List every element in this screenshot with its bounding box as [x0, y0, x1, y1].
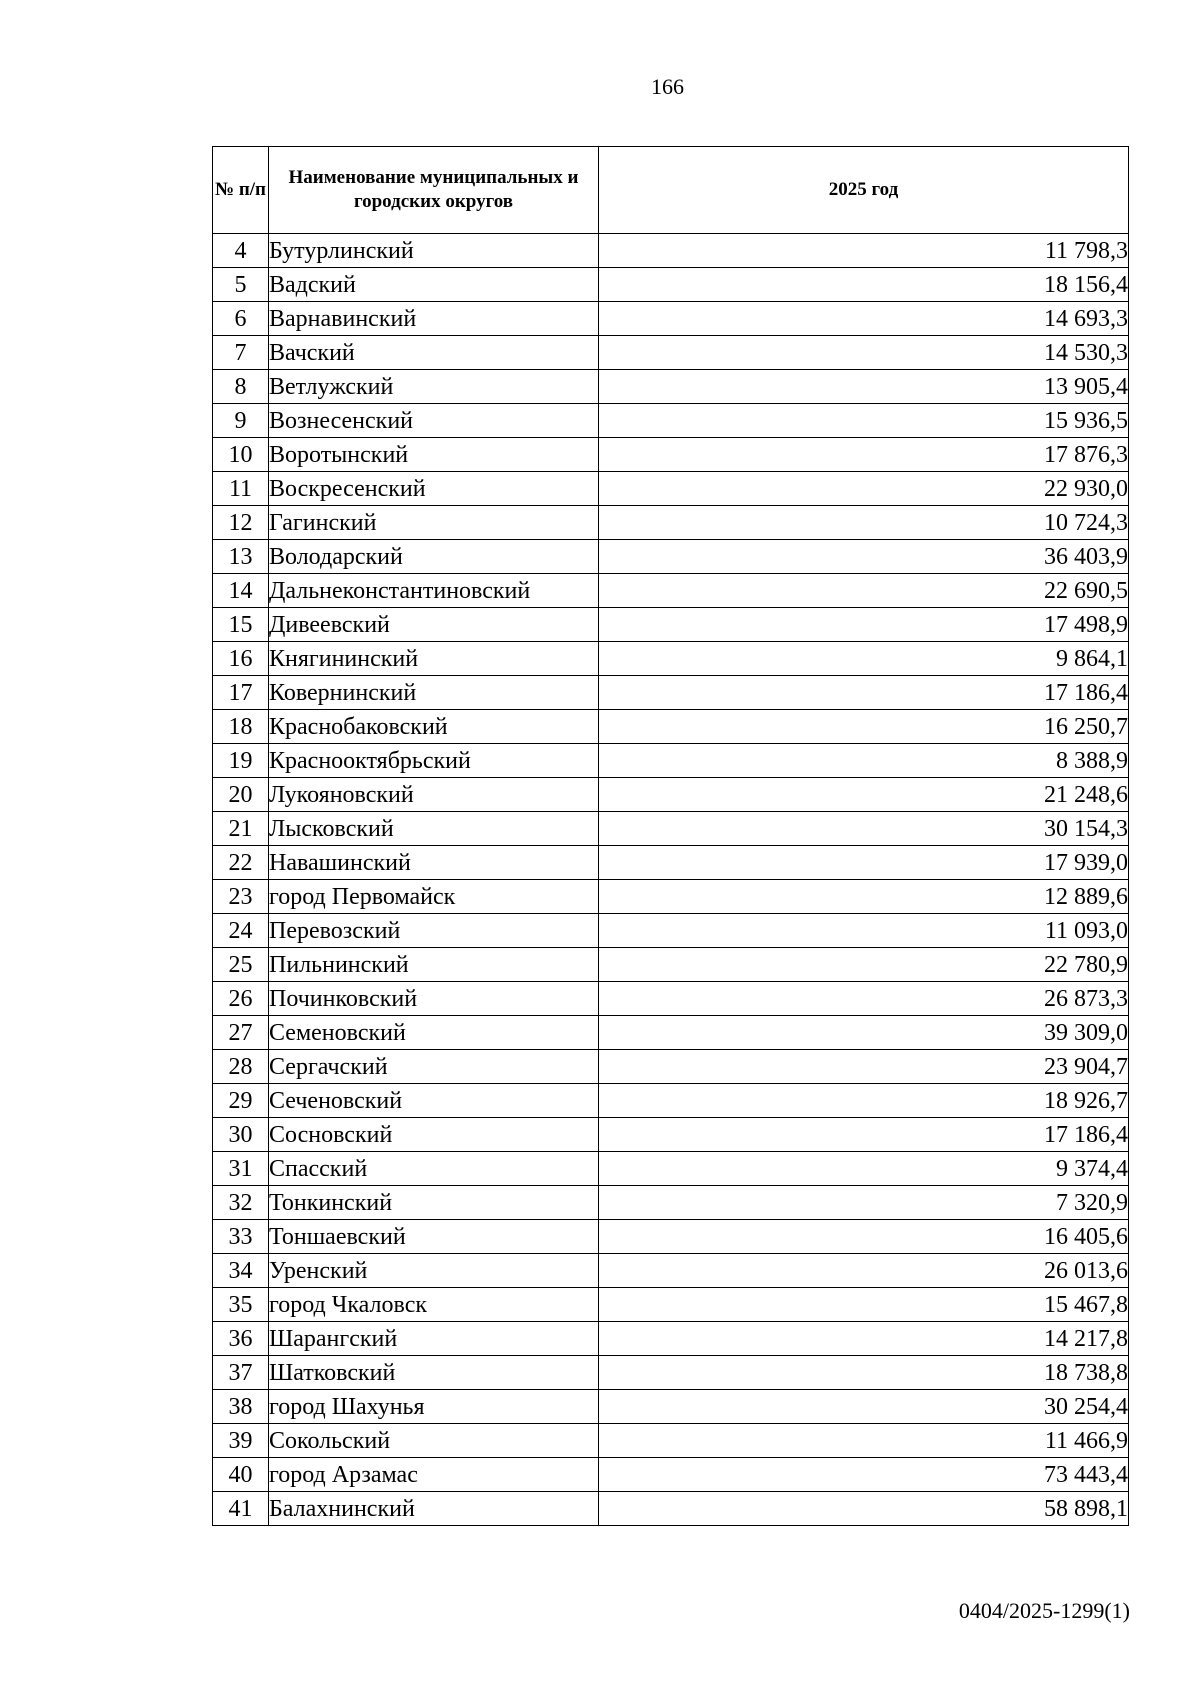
- row-name-cell: Лысковский: [269, 812, 599, 846]
- row-value-cell: 11 798,3: [599, 234, 1129, 268]
- row-value-cell: 11 466,9: [599, 1424, 1129, 1458]
- table-row: [213, 1458, 1129, 1492]
- row-value-cell: 13 905,4: [599, 370, 1129, 404]
- page-number: 166: [651, 74, 684, 99]
- row-value-cell: 73 443,4: [599, 1458, 1129, 1492]
- row-value-cell: 26 873,3: [599, 982, 1129, 1016]
- row-name-cell: город Арзамас: [269, 1458, 599, 1492]
- row-value-cell: 16 250,7: [599, 710, 1129, 744]
- row-number-cell: 22: [213, 846, 269, 880]
- table-row: [213, 1492, 1129, 1526]
- row-value-cell: 30 254,4: [599, 1390, 1129, 1424]
- table-row: [213, 676, 1129, 710]
- table-row: [213, 234, 1129, 268]
- row-value-cell: 15 467,8: [599, 1288, 1129, 1322]
- row-name-cell: Дальнеконстантиновский: [269, 574, 599, 608]
- row-value-cell: 30 154,3: [599, 812, 1129, 846]
- table-row: [213, 336, 1129, 370]
- row-name-cell: Княгининский: [269, 642, 599, 676]
- row-value-cell: 9 864,1: [599, 642, 1129, 676]
- row-value-cell: 18 926,7: [599, 1084, 1129, 1118]
- row-name-cell: Сокольский: [269, 1424, 599, 1458]
- table-row: [213, 574, 1129, 608]
- row-name-cell: Вознесенский: [269, 404, 599, 438]
- row-value-cell: 17 939,0: [599, 846, 1129, 880]
- table-row: [213, 1356, 1129, 1390]
- table-row: [213, 642, 1129, 676]
- row-name-cell: Семеновский: [269, 1016, 599, 1050]
- row-value-cell: 10 724,3: [599, 506, 1129, 540]
- row-number-cell: 23: [213, 880, 269, 914]
- row-value-cell: 22 780,9: [599, 948, 1129, 982]
- row-value-cell: 22 930,0: [599, 472, 1129, 506]
- row-number-cell: 33: [213, 1220, 269, 1254]
- table-row: [213, 1322, 1129, 1356]
- row-number-cell: 25: [213, 948, 269, 982]
- row-value-cell: 23 904,7: [599, 1050, 1129, 1084]
- row-name-cell: город Первомайск: [269, 880, 599, 914]
- table-row: [213, 268, 1129, 302]
- row-number-cell: 35: [213, 1288, 269, 1322]
- table-row: [213, 540, 1129, 574]
- row-name-cell: Гагинский: [269, 506, 599, 540]
- row-name-cell: Уренский: [269, 1254, 599, 1288]
- row-value-cell: 17 876,3: [599, 438, 1129, 472]
- row-value-cell: 11 093,0: [599, 914, 1129, 948]
- row-value-cell: 16 405,6: [599, 1220, 1129, 1254]
- row-number-cell: 19: [213, 744, 269, 778]
- table-row: [213, 1050, 1129, 1084]
- row-value-cell: 14 217,8: [599, 1322, 1129, 1356]
- row-number-cell: 6: [213, 302, 269, 336]
- table-row: [213, 1084, 1129, 1118]
- row-number-cell: 29: [213, 1084, 269, 1118]
- row-value-cell: 22 690,5: [599, 574, 1129, 608]
- row-name-cell: Вачский: [269, 336, 599, 370]
- row-name-cell: Ковернинский: [269, 676, 599, 710]
- row-name-cell: Бутурлинский: [269, 234, 599, 268]
- row-value-cell: 26 013,6: [599, 1254, 1129, 1288]
- document-code: 0404/2025-1299(1): [958, 1598, 1130, 1623]
- row-value-cell: 17 186,4: [599, 1118, 1129, 1152]
- row-value-cell: 58 898,1: [599, 1492, 1129, 1526]
- table-row: [213, 744, 1129, 778]
- row-number-cell: 5: [213, 268, 269, 302]
- table-row: [213, 506, 1129, 540]
- table-row: [213, 1288, 1129, 1322]
- row-name-cell: город Чкаловск: [269, 1288, 599, 1322]
- table-row: [213, 302, 1129, 336]
- row-number-cell: 12: [213, 506, 269, 540]
- row-number-cell: 4: [213, 234, 269, 268]
- row-number-cell: 16: [213, 642, 269, 676]
- table-header-row: [213, 147, 1129, 234]
- table-row: [213, 370, 1129, 404]
- table-row: [213, 1152, 1129, 1186]
- table-row: [213, 1390, 1129, 1424]
- header-year: 2025 год: [599, 147, 1129, 234]
- row-name-cell: Сергачский: [269, 1050, 599, 1084]
- row-name-cell: Пильнинский: [269, 948, 599, 982]
- table-row: [213, 1424, 1129, 1458]
- row-value-cell: 14 530,3: [599, 336, 1129, 370]
- row-name-cell: Вадский: [269, 268, 599, 302]
- row-value-cell: 9 374,4: [599, 1152, 1129, 1186]
- data-table: [212, 146, 1129, 1526]
- row-number-cell: 17: [213, 676, 269, 710]
- row-value-cell: 39 309,0: [599, 1016, 1129, 1050]
- table-row: [213, 404, 1129, 438]
- row-name-cell: Спасский: [269, 1152, 599, 1186]
- row-number-cell: 15: [213, 608, 269, 642]
- table-row: [213, 1118, 1129, 1152]
- row-name-cell: Воротынский: [269, 438, 599, 472]
- row-number-cell: 7: [213, 336, 269, 370]
- table-row: [213, 880, 1129, 914]
- table-row: [213, 948, 1129, 982]
- row-number-cell: 26: [213, 982, 269, 1016]
- row-number-cell: 20: [213, 778, 269, 812]
- row-value-cell: 15 936,5: [599, 404, 1129, 438]
- table-row: [213, 914, 1129, 948]
- row-number-cell: 40: [213, 1458, 269, 1492]
- table-row: [213, 608, 1129, 642]
- row-value-cell: 12 889,6: [599, 880, 1129, 914]
- row-name-cell: Сеченовский: [269, 1084, 599, 1118]
- row-name-cell: Балахнинский: [269, 1492, 599, 1526]
- row-name-cell: Сосновский: [269, 1118, 599, 1152]
- row-number-cell: 36: [213, 1322, 269, 1356]
- row-value-cell: 18 738,8: [599, 1356, 1129, 1390]
- table-row: [213, 1254, 1129, 1288]
- table-row: [213, 472, 1129, 506]
- row-name-cell: Володарский: [269, 540, 599, 574]
- row-number-cell: 18: [213, 710, 269, 744]
- row-name-cell: Тоншаевский: [269, 1220, 599, 1254]
- row-number-cell: 41: [213, 1492, 269, 1526]
- row-name-cell: Шарангский: [269, 1322, 599, 1356]
- row-number-cell: 8: [213, 370, 269, 404]
- row-number-cell: 37: [213, 1356, 269, 1390]
- row-number-cell: 32: [213, 1186, 269, 1220]
- row-name-cell: Воскресенский: [269, 472, 599, 506]
- table-row: [213, 438, 1129, 472]
- row-number-cell: 9: [213, 404, 269, 438]
- row-name-cell: Шатковский: [269, 1356, 599, 1390]
- row-name-cell: Навашинский: [269, 846, 599, 880]
- row-name-cell: Тонкинский: [269, 1186, 599, 1220]
- row-number-cell: 30: [213, 1118, 269, 1152]
- row-number-cell: 31: [213, 1152, 269, 1186]
- table-row: [213, 1220, 1129, 1254]
- row-name-cell: Краснооктябрьский: [269, 744, 599, 778]
- row-name-cell: Лукояновский: [269, 778, 599, 812]
- row-value-cell: 21 248,6: [599, 778, 1129, 812]
- header-num: № п/п: [213, 147, 269, 234]
- row-number-cell: 11: [213, 472, 269, 506]
- row-value-cell: 18 156,4: [599, 268, 1129, 302]
- table-row: [213, 1016, 1129, 1050]
- row-number-cell: 28: [213, 1050, 269, 1084]
- table-row: [213, 1186, 1129, 1220]
- table-row: [213, 778, 1129, 812]
- row-value-cell: 36 403,9: [599, 540, 1129, 574]
- table-body: [213, 234, 1129, 1526]
- row-number-cell: 24: [213, 914, 269, 948]
- row-value-cell: 8 388,9: [599, 744, 1129, 778]
- row-number-cell: 14: [213, 574, 269, 608]
- row-name-cell: Дивеевский: [269, 608, 599, 642]
- row-number-cell: 13: [213, 540, 269, 574]
- row-number-cell: 10: [213, 438, 269, 472]
- row-value-cell: 17 186,4: [599, 676, 1129, 710]
- row-number-cell: 27: [213, 1016, 269, 1050]
- row-number-cell: 21: [213, 812, 269, 846]
- row-number-cell: 38: [213, 1390, 269, 1424]
- row-name-cell: город Шахунья: [269, 1390, 599, 1424]
- table-row: [213, 710, 1129, 744]
- row-value-cell: 7 320,9: [599, 1186, 1129, 1220]
- row-name-cell: Ветлужский: [269, 370, 599, 404]
- row-name-cell: Варнавинский: [269, 302, 599, 336]
- table-row: [213, 982, 1129, 1016]
- row-name-cell: Починковский: [269, 982, 599, 1016]
- row-number-cell: 34: [213, 1254, 269, 1288]
- row-value-cell: 14 693,3: [599, 302, 1129, 336]
- row-name-cell: Краснобаковский: [269, 710, 599, 744]
- row-number-cell: 39: [213, 1424, 269, 1458]
- table-row: [213, 846, 1129, 880]
- row-value-cell: 17 498,9: [599, 608, 1129, 642]
- row-name-cell: Перевозский: [269, 914, 599, 948]
- table-row: [213, 812, 1129, 846]
- header-name: Наименование муниципальных и городских округов: [269, 147, 599, 234]
